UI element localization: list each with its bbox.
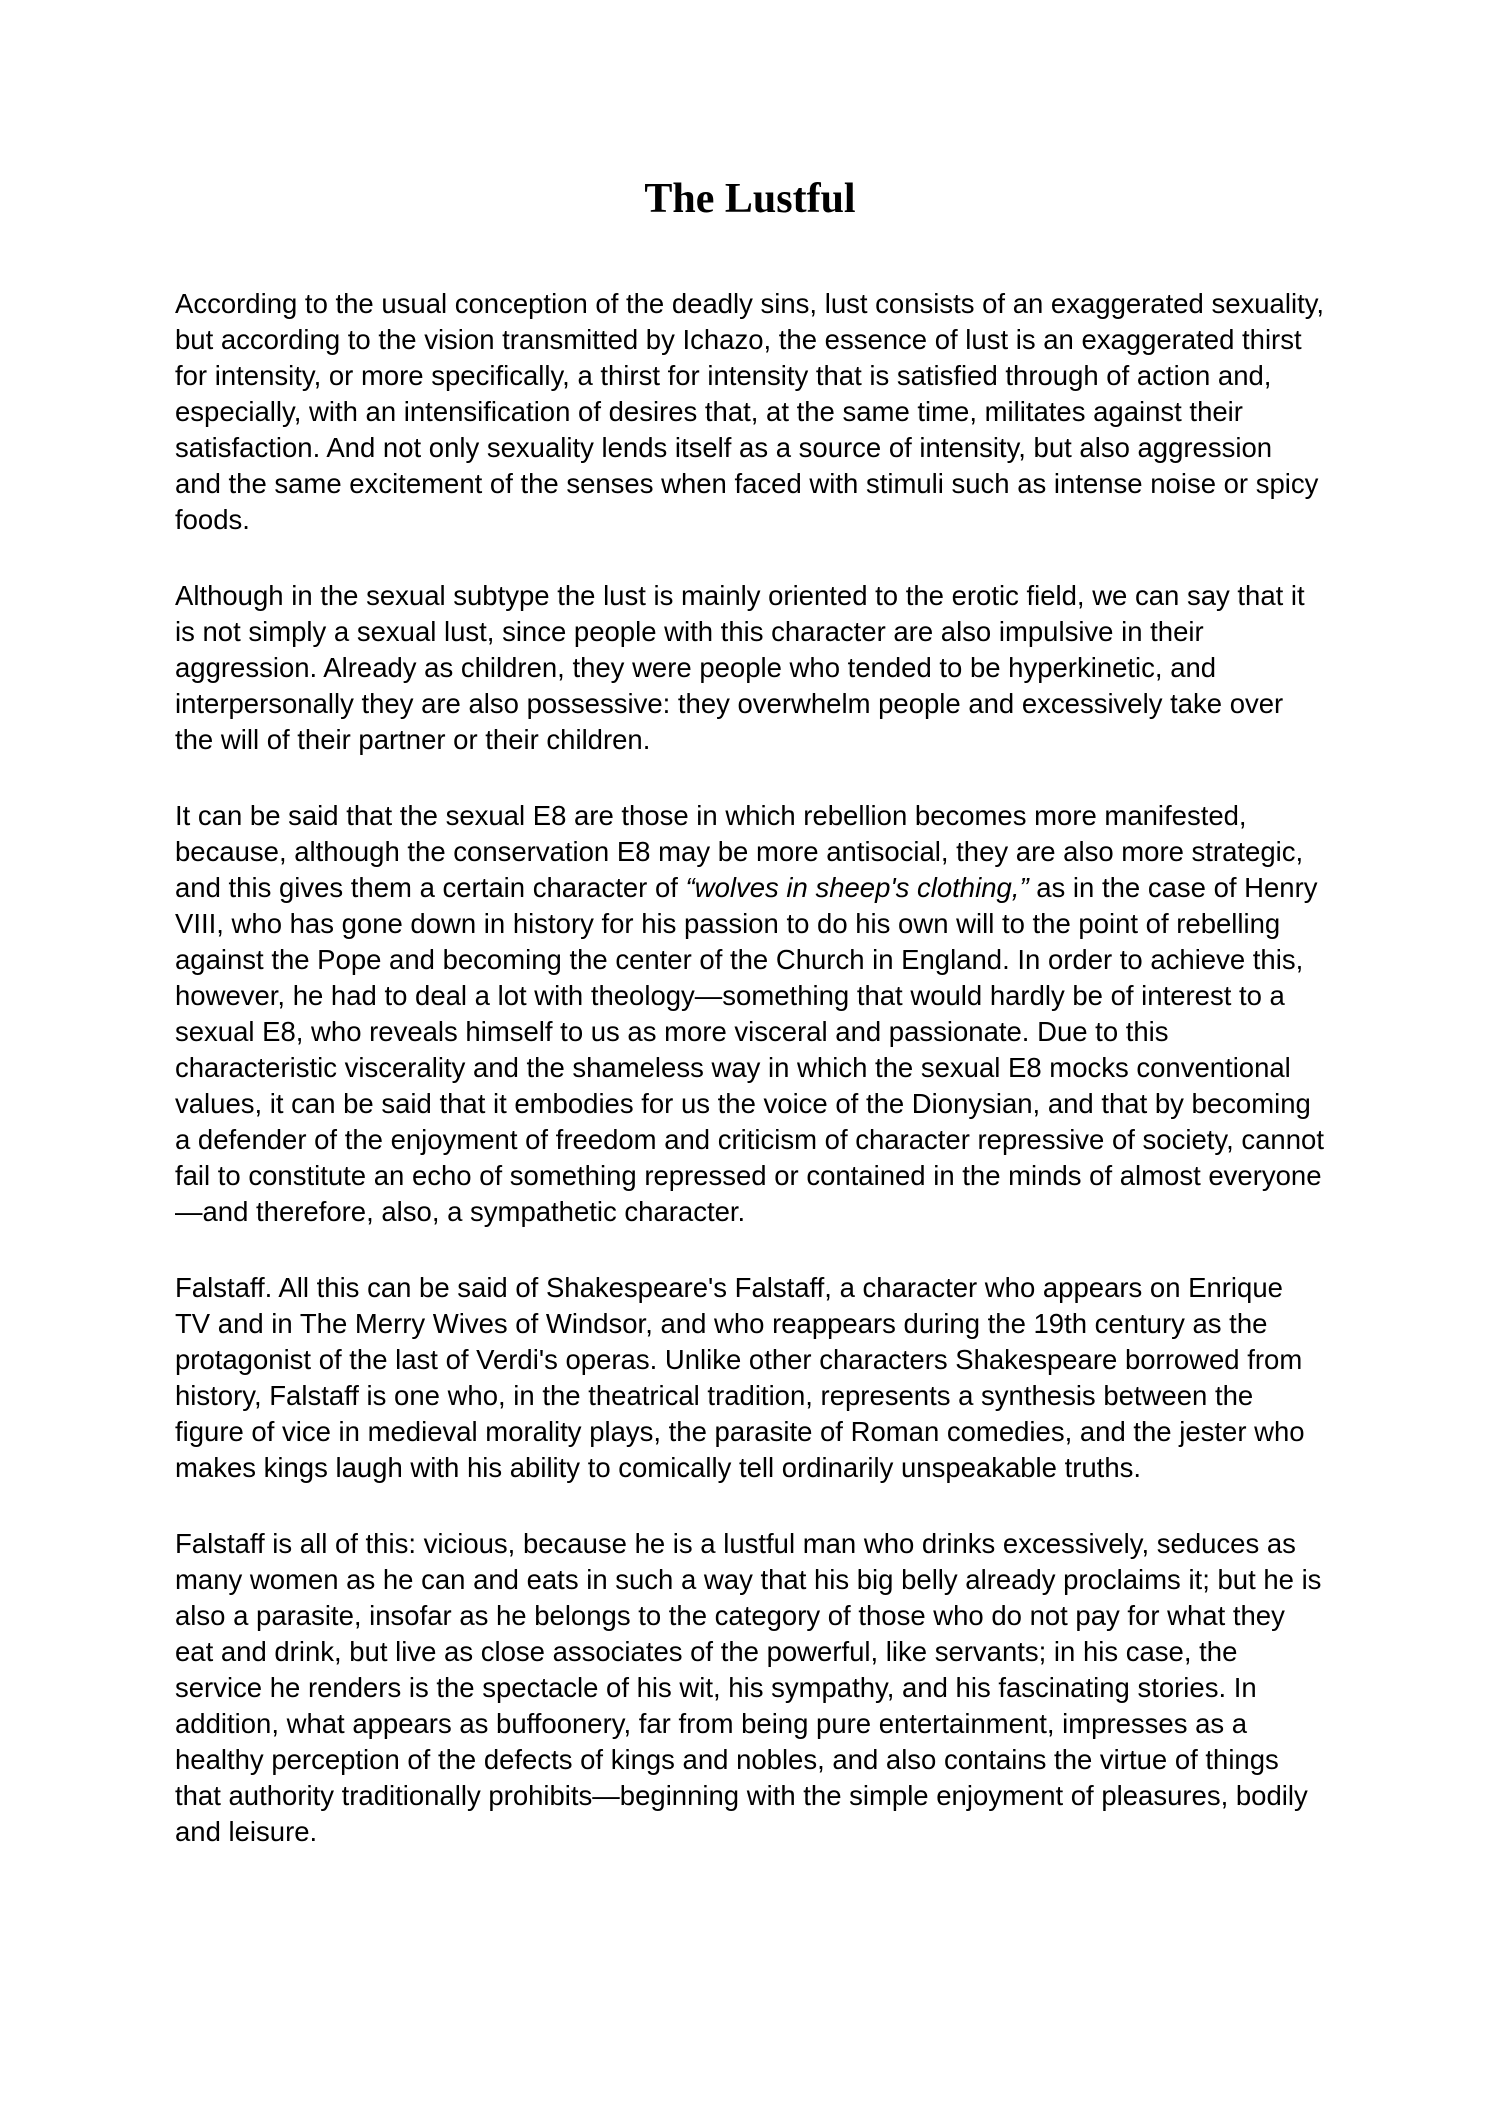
paragraph-3-text-continued: as in the case of Henry VIII, who has gone down in history for his passion to do his own will to the point of rebelling against the Pope and becoming the center of the Church in England. In order to achieve this, however, he had to deal a lot with theology—something that would hardly be of interest to a sexual E8, who reveals himself to us as more visceral and passionate. Due to this characteristic viscerality and the shameless way in which the sexual E8 mocks conventional values, it can be said that it embodies for us the voice of the Dionysian, and that by becoming a defender of the enjoyment of freedom and criticism of character repressive of society, cannot fail to constitute an echo of something repressed or contained in the minds of almost everyone—and therefore, also, a sympathetic character.: [175, 872, 1324, 1227]
paragraph-2: Although in the sexual subtype the lust is mainly oriented to the erotic field, we can say that it is not simply a sexual lust, since people with this character are also impulsive in their aggression. Already as children, they were people who tended to be hyperkinetic, and interpersonally they are also possessive: they overwhelm people and excessively take over the will of their partner or their children.: [175, 580, 1305, 755]
paragraph-3: [175, 798, 1325, 1230]
paragraph-1: According to the usual conception of the deadly sins, lust consists of an exaggerated sexuality, but according to the vision transmitted by Ichazo, the essence of lust is an exaggerated thirst for intensity, or more specifically, a thirst for intensity that is satisfied through of action and, especially, with an intensification of desires that, at the same time, militates against their satisfaction. And not only sexuality lends itself as a source of intensity, but also aggression and the same excitement of the senses when faced with stimuli such as intense noise or spicy foods.: [175, 288, 1325, 535]
page-title: The Lustful: [644, 176, 856, 222]
paragraph-3-text: It can be said that the sexual E8 are those in which rebellion becomes more manifested, because, although the conservation E8 may be more antisocial, they are also more strategic, and this gives them a certain character of: [175, 800, 1304, 903]
italic-phrase: “wolves in sheep's clothing,”: [685, 872, 1029, 903]
paragraph-4: Falstaff. All this can be said of Shakespeare's Falstaff, a character who appears on Enrique TV and in The Merry Wives of Windsor, and who reappears during the 19th century as the protagonist of the last of Verdi's operas. Unlike other characters Shakespeare borrowed from history, Falstaff is one who, in the theatrical tradition, represents a synthesis between the figure of vice in medieval morality plays, the parasite of Roman comedies, and the jester who makes kings laugh with his ability to comically tell ordinarily unspeakable truths.: [175, 1272, 1305, 1483]
paragraph-5: Falstaff is all of this: vicious, because he is a lustful man who drinks excessively, seduces as many women as he can and eats in such a way that his big belly already proclaims it; but he is also a parasite, insofar as he belongs to the category of those who do not pay for what they eat and drink, but live as close associates of the powerful, like servants; in his case, the service he renders is the spectacle of his wit, his sympathy, and his fascinating stories. In addition, what appears as buffoonery, far from being pure entertainment, impresses as a healthy perception of the defects of kings and nobles, and also contains the virtue of things that authority traditionally prohibits—beginning with the simple enjoyment of pleasures, bodily and leisure.: [175, 1528, 1322, 1847]
